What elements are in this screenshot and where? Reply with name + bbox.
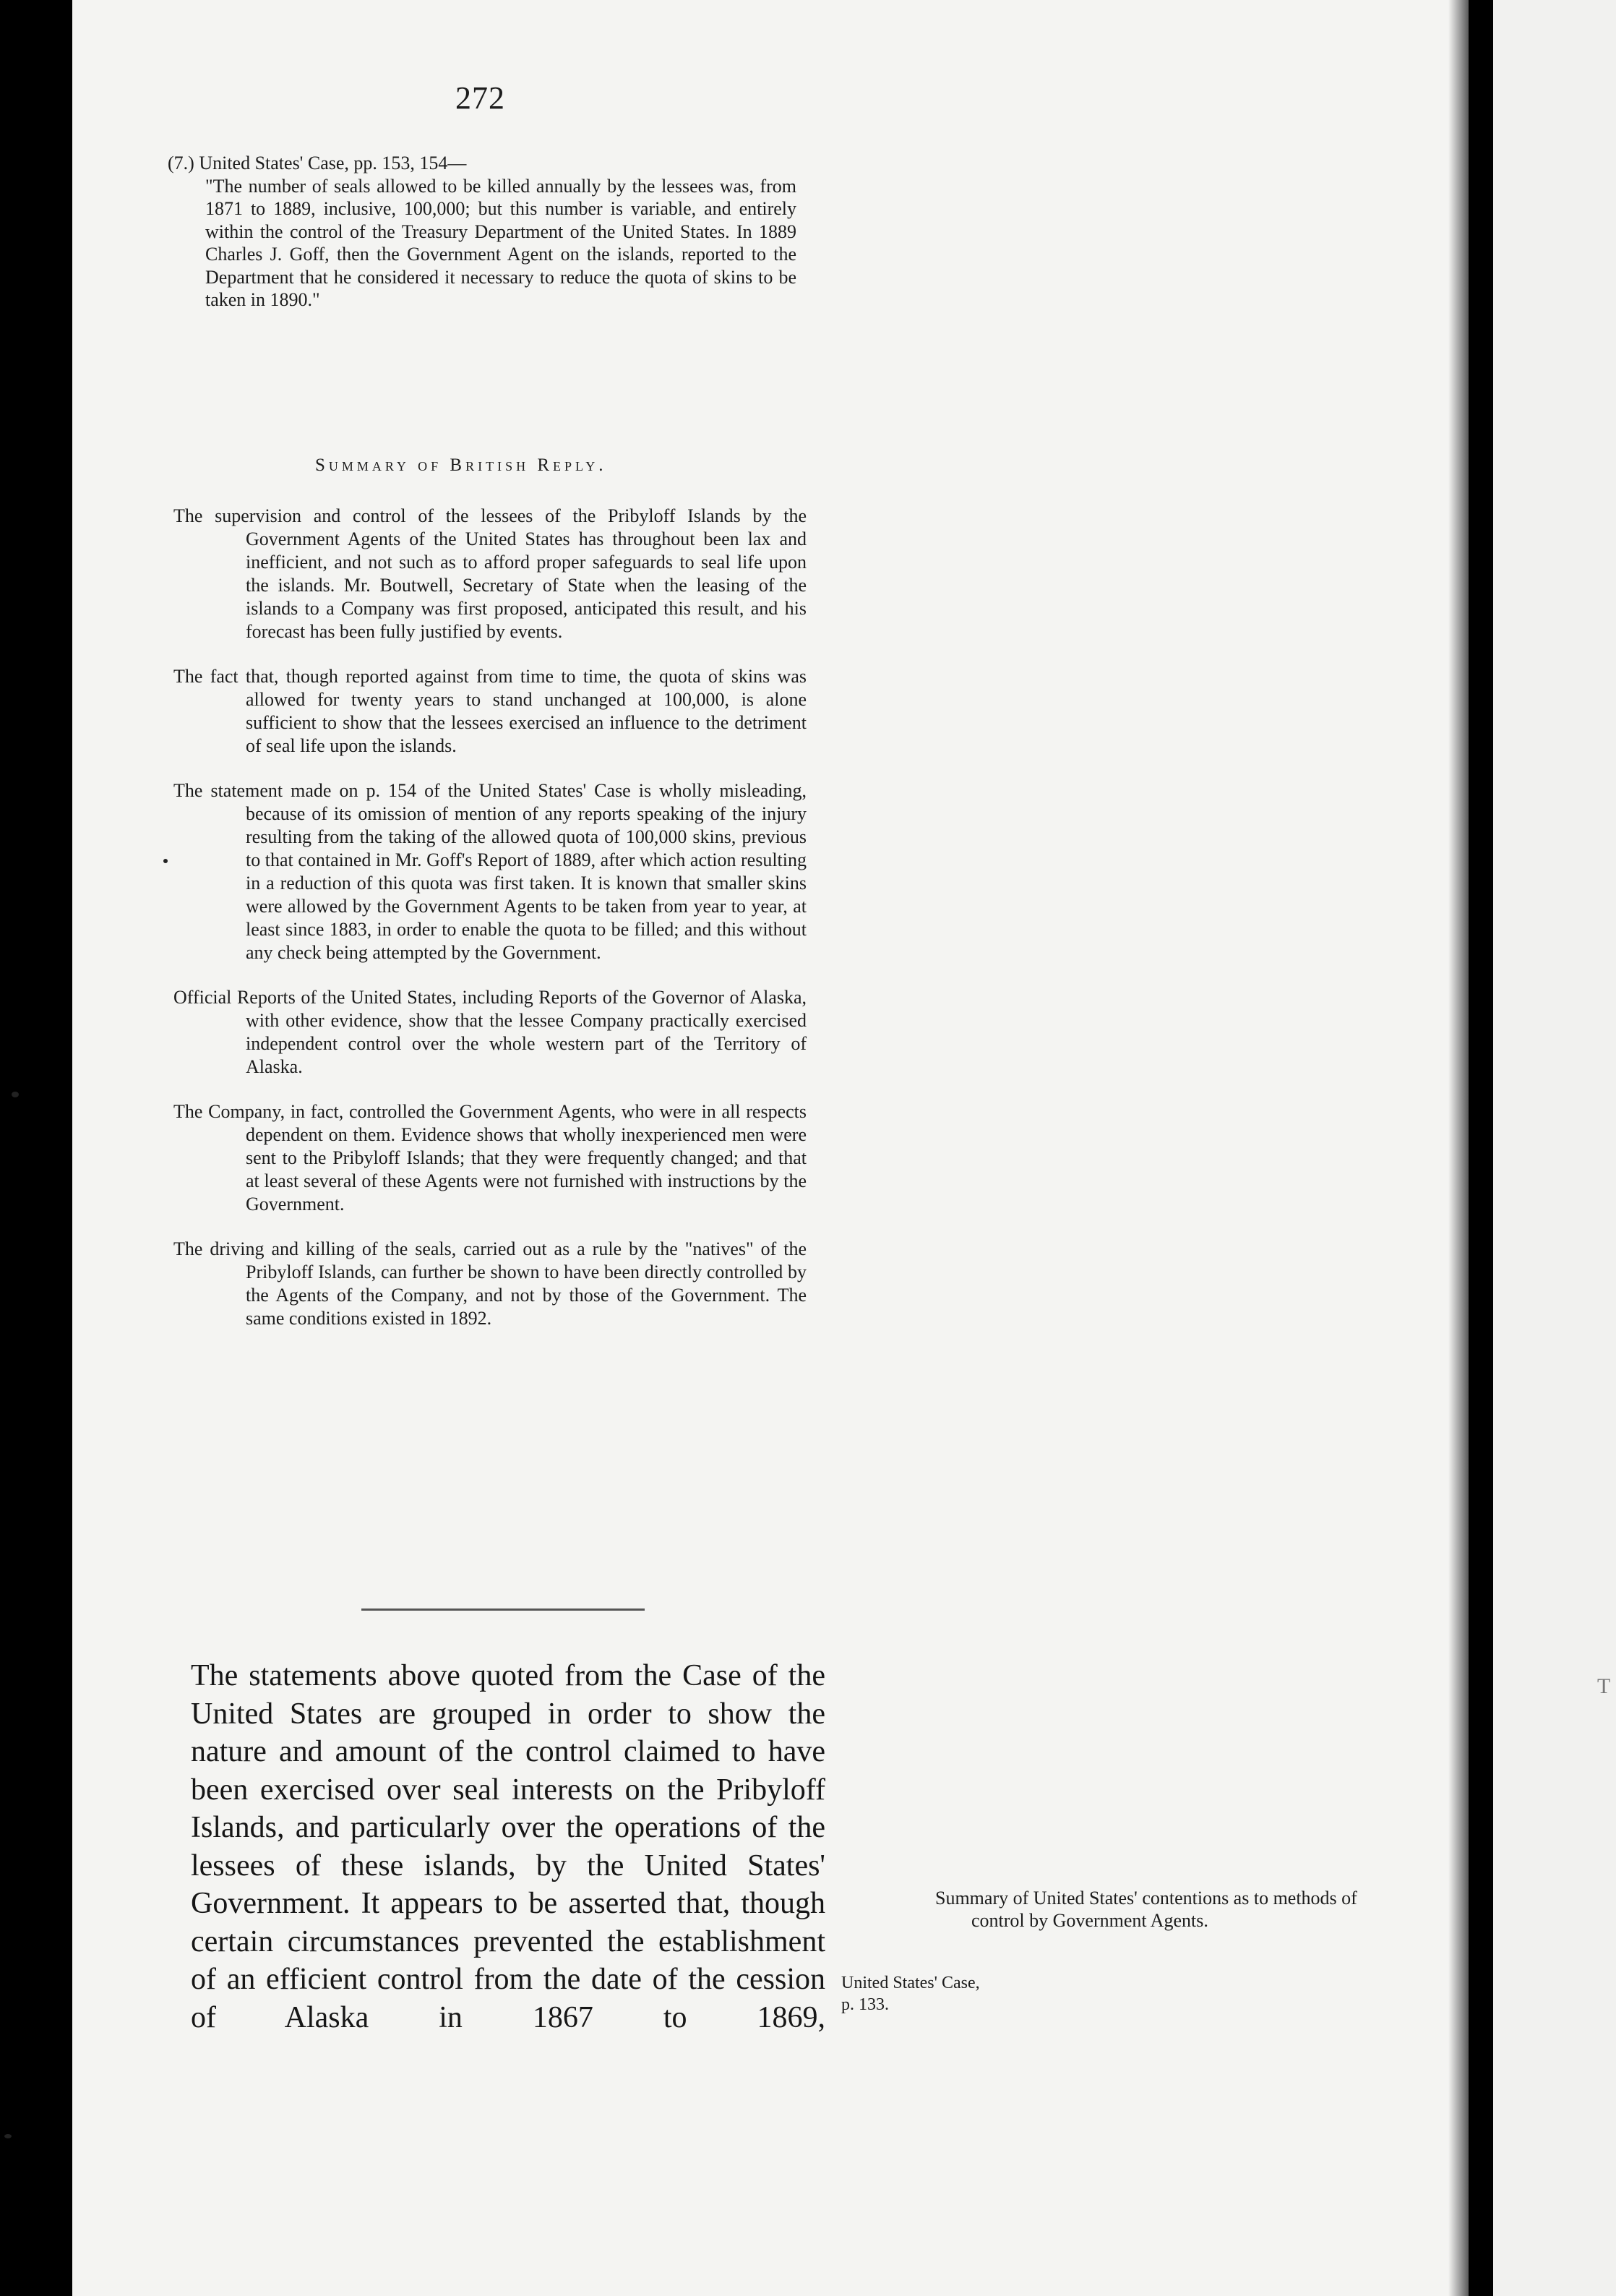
speck-mark bbox=[163, 859, 168, 863]
page-edge-shadow bbox=[1448, 0, 1469, 2296]
quoted-passage bbox=[168, 152, 796, 312]
quote-reference: (7.) United States' Case, pp. 153, 154— bbox=[168, 153, 467, 174]
page-number: 272 bbox=[455, 80, 505, 116]
section-heading: Summary of British Reply. bbox=[315, 455, 607, 475]
quote-text: "The number of seals allowed to be killed annually by the lessees was, from 1871 to 1889, inclusive, 100,000; but this number is variable, and entirely within the control of the Treasury Department of the United States. In 1889 Charles J. Goff, then the Government Agent on the islands, reported to the Department that he considered it necessary to reduce the quota of skins to be taken in 1890." bbox=[205, 175, 796, 310]
summary-paragraph: The Company, in fact, controlled the Government Agents, who were in all respects dependent on them. Evidence shows that wholly inexperienced men were sent to the Pribyloff Islands; that they were frequently changed; and that at least several of these Agents were not furnished with instructions by the Government. bbox=[173, 1101, 807, 1215]
body-text: The statements above quoted from the Case of the United States are grouped in order to show the nature and amount of the control claimed to have been exercised over seal interests on the Pribyloff Islands, and particularly over the operations of the lessees of these islands, by the United States' Government. It appears to be asserted that, though certain circumstances prevented the establishment of an efficient control from the date of the cession of Alaska in 1867 to 1869, bbox=[191, 1659, 825, 2034]
summary-paragraph: The fact that, though reported against from time to time, the quota of skins was allowed for twenty years to stand unchanged at 100,000, is alone sufficient to show that the lessees exercised an influence to the detriment of seal life upon the islands. bbox=[173, 666, 807, 756]
summary-paragraphs bbox=[173, 505, 807, 1330]
facing-page bbox=[1493, 0, 1616, 2296]
facing-page-fragment: T bbox=[1597, 1674, 1611, 1698]
speck-mark bbox=[12, 1092, 19, 1097]
summary-paragraph: The statement made on p. 154 of the United States' Case is wholly misleading, because of its omission of mention of any reports speaking of the injury resulting from the taking of the allowed quota of 100,000 skins, previous to that contained in Mr. Goff's Report of 1889, after which action resulting in a reduction of this quota was first taken. It is known that smaller skins were allowed by the Government Agents to be taken from year to year, at least since 1883, in order to enable the quota to be filled; and this without any check being attempted by the Government. bbox=[173, 780, 807, 963]
margin-reference: United States' Case, p. 133. bbox=[841, 1974, 980, 2014]
summary-paragraph: The driving and killing of the seals, carried out as a rule by the "natives" of the Pribyloff Islands, can further be shown to have been directly controlled by the Agents of the Company, and not by those of the Government. The same conditions existed in 1892. bbox=[173, 1238, 807, 1329]
speck-mark bbox=[4, 2134, 12, 2138]
book-gutter bbox=[1469, 0, 1493, 2296]
summary-paragraph: Official Reports of the United States, including Reports of the Governor of Alaska, with other evidence, show that the lessee Company practically exercised independent control over the whole western part of the Territory of Alaska. bbox=[173, 987, 807, 1077]
summary-paragraph: The supervision and control of the lessees of the Pribyloff Islands by the Government Agents of the United States has throughout been lax and inefficient, and not such as to afford proper safeguards to seal life upon the islands. Mr. Boutwell, Secretary of State when the leasing of the islands to a Company was first proposed, anticipated this result, and his forecast has been fully justified by events. bbox=[173, 505, 807, 642]
section-divider bbox=[361, 1609, 645, 1611]
margin-note: Summary of United States' contentions as to methods of control by Government Agents. bbox=[935, 1888, 1357, 1931]
